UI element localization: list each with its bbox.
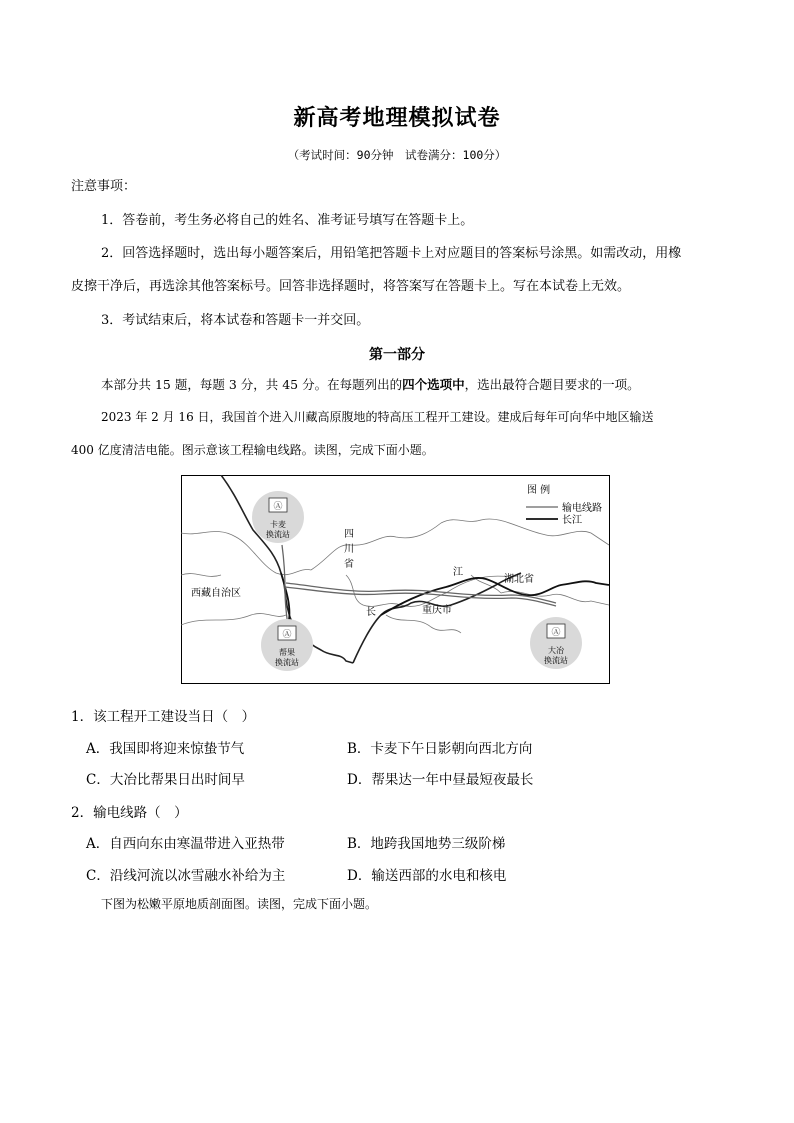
label-sichuan-1: 四	[344, 529, 354, 540]
section-intro-a: 本部分共 15 题，每题 3 分，共 45 分。在每题列出的	[101, 377, 403, 392]
notice-item-1: 1．答卷前，考生务必将自己的姓名、准考证号填写在答题卡上。	[101, 213, 474, 228]
section-intro-emphasis: 四个选项中	[402, 377, 465, 392]
section-title: 第一部分	[369, 347, 425, 363]
label-chongqing: 重庆市	[422, 605, 452, 616]
question-2-stem: 2．输电线路（ ）	[71, 805, 188, 821]
svg-text:帮果: 帮果	[279, 648, 295, 657]
notice-item-2-cont: 皮擦干净后，再选涂其他答案标号。回答非选择题时，将答案写在答题卡上。写在本试卷上无效。	[71, 279, 631, 294]
svg-text:换流站: 换流站	[266, 530, 290, 539]
svg-text:Ⓐ: Ⓐ	[282, 630, 292, 640]
svg-text:输电线路: 输电线路	[562, 503, 602, 514]
station-bangguo	[261, 619, 313, 671]
svg-text:换流站: 换流站	[544, 656, 568, 665]
label-hubei: 湖北省	[504, 574, 534, 585]
q2-option-a: A．自西向东由寒温带进入亚热带	[86, 836, 285, 852]
question-1-stem: 1．该工程开工建设当日（ ）	[71, 709, 256, 725]
q2-option-b: B．地跨我国地势三级阶梯	[347, 836, 506, 852]
svg-text:大冶: 大冶	[548, 646, 564, 655]
label-tibet: 西藏自治区	[191, 588, 241, 599]
label-chang: 长	[366, 607, 376, 618]
svg-text:Ⓐ: Ⓐ	[551, 628, 561, 638]
q1-option-b: B．卡麦下午日影朝向西北方向	[347, 741, 533, 757]
notice-item-2: 2．回答选择题时，选出每小题答案后，用铅笔把答题卡上对应题目的答案标号涂黑。如需改动，用橡	[101, 246, 682, 261]
transmission-line-map	[181, 475, 610, 684]
q1-option-d: D．帮果达一年中昼最短夜最长	[347, 772, 534, 788]
svg-text:换流站: 换流站	[275, 658, 299, 667]
label-jiang: 江	[453, 567, 463, 578]
q1-option-c: C．大冶比帮果日出时间早	[86, 772, 245, 788]
svg-text:卡麦: 卡麦	[270, 520, 286, 529]
q2-option-c: C．沿线河流以冰雪融水补给为主	[86, 868, 286, 884]
label-sichuan-2: 川	[344, 544, 354, 555]
passage-1-line-2: 400 亿度清洁电能。图示意该工程输电线路。读图，完成下面小题。	[71, 443, 434, 457]
passage-1-line-1: 2023 年 2 月 16 日，我国首个进入川藏高原腹地的特高压工程开工建设。建成后每年可向华中地区输送	[101, 410, 654, 424]
section-intro	[101, 377, 640, 393]
svg-text:图 例: 图 例	[527, 485, 551, 496]
section-intro-c: ，选出最符合题目要求的一项。	[464, 377, 640, 392]
q1-option-a: A．我国即将迎来惊蛰节气	[86, 741, 245, 757]
notice-item-3: 3．考试结束后，将本试卷和答题卡一并交回。	[101, 313, 370, 328]
page-title: 新高考地理模拟试卷	[293, 106, 501, 131]
svg-text:长江: 长江	[562, 515, 582, 526]
q2-option-d: D．输送西部的水电和核电	[347, 868, 507, 884]
station-daye	[530, 617, 582, 669]
svg-text:Ⓐ: Ⓐ	[273, 502, 283, 512]
passage-2: 下图为松嫩平原地质剖面图。读图，完成下面小题。	[101, 897, 378, 911]
notice-heading: 注意事项：	[71, 179, 137, 194]
station-kamai	[252, 491, 304, 543]
label-sichuan-3: 省	[344, 559, 354, 570]
exam-info: （考试时间：90分钟 试卷满分：100分）	[287, 148, 507, 162]
